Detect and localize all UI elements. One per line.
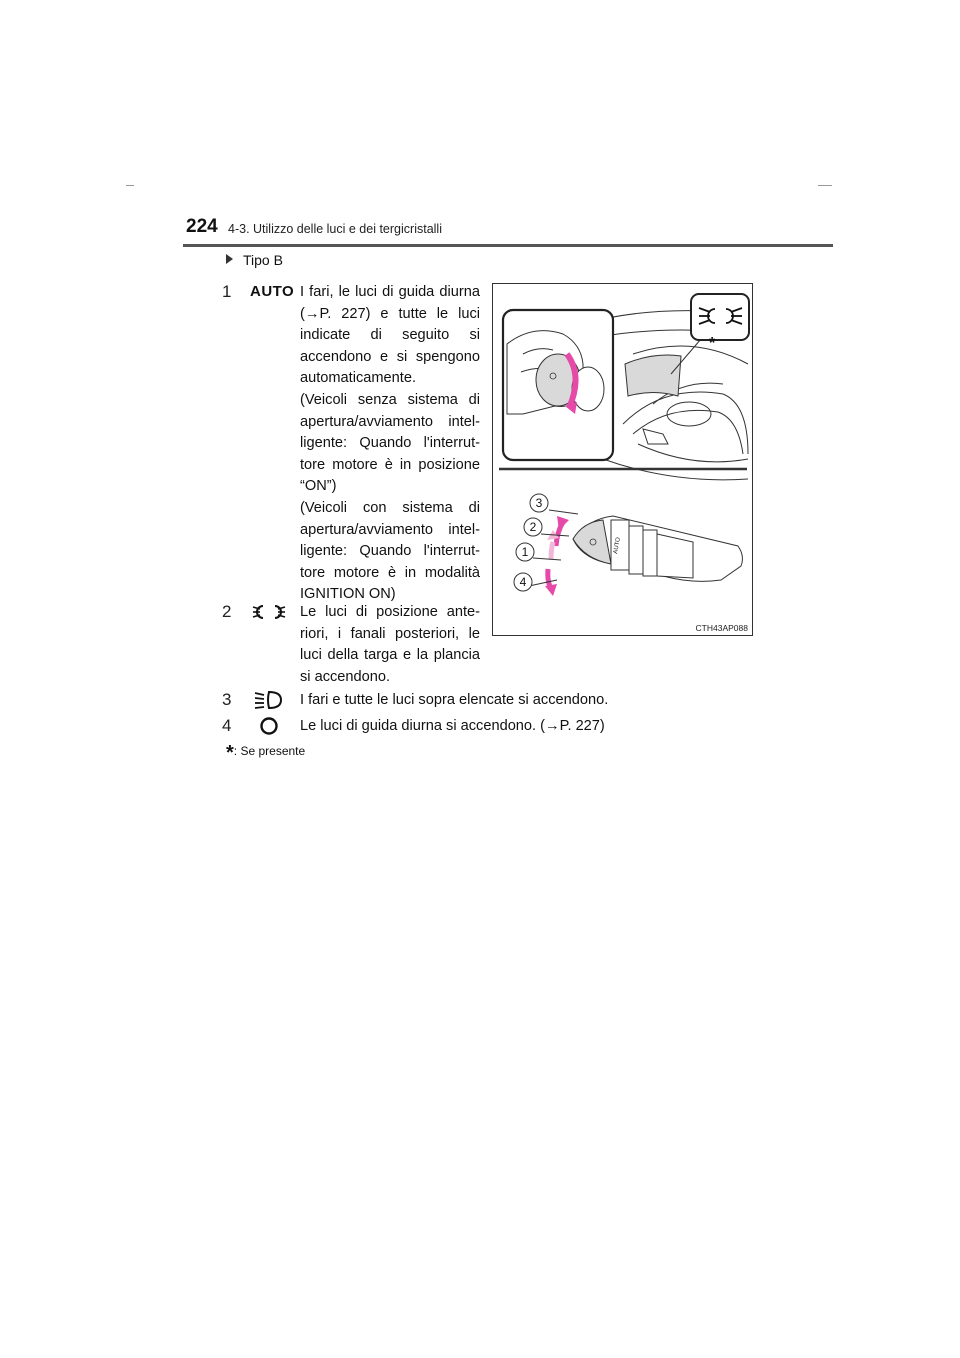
callout-number: 2 xyxy=(529,520,537,534)
item-2-description xyxy=(300,602,480,688)
item-1-description xyxy=(300,282,480,606)
illustration-code: CTH43AP088 xyxy=(695,623,748,633)
auto-icon: AUTO xyxy=(250,283,295,300)
type-label-text: Tipo B xyxy=(243,252,283,268)
illustration-drawing xyxy=(493,284,752,635)
callout-number: 4 xyxy=(519,575,527,589)
page-number: 224 xyxy=(186,216,218,237)
callout-number: 3 xyxy=(535,496,543,510)
crop-mark-right xyxy=(818,185,832,186)
item-number-1: 1 xyxy=(222,282,232,301)
item-number-2: 2 xyxy=(222,602,232,621)
crop-mark-left xyxy=(126,185,134,186)
instrument-cluster xyxy=(625,355,681,396)
headlight-icon xyxy=(254,690,284,715)
item-1-paragraph: (Veicoli senza sistema di apertura/avviamento intel-ligente: Quando l'interrut-tore motore è in posizione “ON”) xyxy=(300,391,480,495)
callout-number: 1 xyxy=(521,545,529,559)
arrow-up-small-icon xyxy=(551,542,553,559)
header-rule xyxy=(183,244,833,247)
parking-light-icon xyxy=(252,603,286,626)
stalk-auto-label: AUTO xyxy=(613,536,622,555)
footnote-text: : Se presente xyxy=(233,744,306,758)
type-label xyxy=(226,252,283,268)
daytime-running-light-icon xyxy=(258,716,280,741)
item-2-paragraph: Le luci di posizione ante-riori, i fanali posteriori, le luci della targa e la plancia si accendono. xyxy=(300,604,480,685)
item-number-4: 4 xyxy=(222,716,232,735)
item-4-description: Le luci di guida diurna si accendono. (→P. 227) xyxy=(300,718,605,734)
item-number-3: 3 xyxy=(222,690,232,709)
item-3-description: I fari e tutte le luci sopra elencate si accendono. xyxy=(300,692,609,708)
item-1-paragraph: I fari, le luci di guida diurna (→P. 227) e tutte le luci indicate di seguito si accendono e si spengono automaticamente. xyxy=(300,284,480,387)
indicator-asterisk: * xyxy=(709,335,716,352)
footnote-asterisk: * xyxy=(226,742,234,764)
indicator-callout-box xyxy=(691,294,749,340)
section-title: 4-3. Utilizzo delle luci e dei tergicristalli xyxy=(228,222,442,236)
light-switch-illustration xyxy=(492,283,753,636)
light-switch-stalk xyxy=(573,516,742,581)
item-1-paragraph: (Veicoli con sistema di apertura/avviamento intel-ligente: Quando l'interrut-tore motore è in modalità IGNITION ON) xyxy=(300,499,480,603)
footnote xyxy=(226,742,305,765)
triangle-bullet-icon xyxy=(226,254,233,264)
